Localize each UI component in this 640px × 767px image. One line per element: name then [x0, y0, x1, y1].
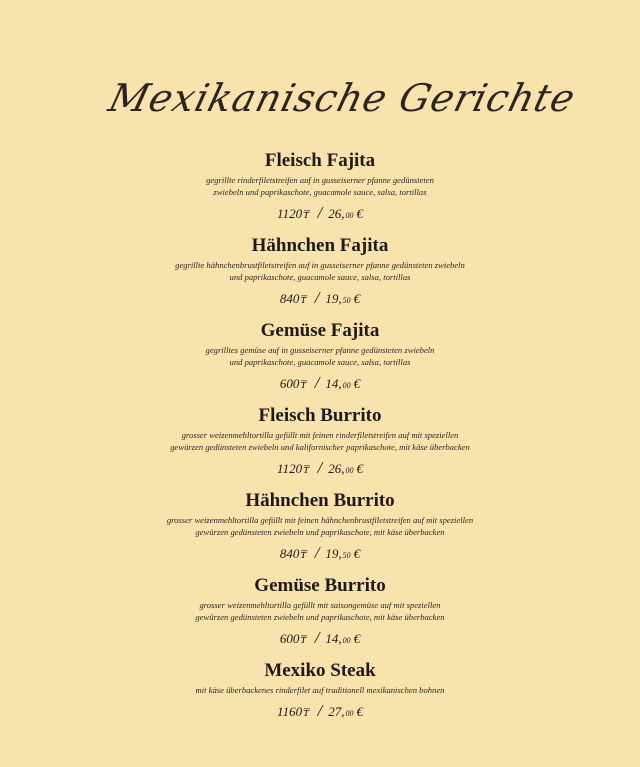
description-line: grosser weizenmehltortilla gefüllt mit feinen hähnchenbrustfiletstreifen auf mit speziellen: [166, 515, 474, 525]
dish-description: [0, 344, 640, 368]
price-separator: /: [317, 203, 323, 222]
euro-currency-sign: €: [356, 704, 363, 719]
price-euro-cents: 00: [345, 709, 354, 718]
menu-list: [0, 150, 640, 745]
price-euro: 26,: [328, 461, 345, 476]
price-euro-cents: 50: [342, 551, 351, 560]
dish-price: [0, 628, 640, 648]
euro-currency-sign: €: [356, 206, 363, 221]
price-separator: /: [314, 288, 320, 307]
price-separator: /: [314, 628, 320, 647]
description-line: zwiebeln und paprikaschote, guacamole sauce, salsa, tortillas: [213, 187, 427, 197]
description-line: gegrillte hähnchenbrustfiletstreifen auf in gusseiserner pfanne gedünsteten zwiebeln: [175, 260, 465, 270]
euro-currency-sign: €: [353, 291, 361, 306]
description-line: grosser weizenmehltortilla gefüllt mit saisongemüse auf mit speziellen: [199, 600, 441, 610]
description-line: mit käse überbackenes rinderfilet auf traditionell mexikanischen bohnen: [195, 685, 445, 695]
menu-item: [0, 490, 640, 575]
dish-description: [0, 429, 640, 453]
dish-name: Fleisch Burrito: [258, 405, 382, 426]
menu-item: [0, 320, 640, 405]
tenge-currency-sign: ₸: [300, 635, 307, 646]
price-euro-cents: 50: [342, 296, 351, 305]
dish-description: [0, 599, 640, 623]
dish-name: Hähnchen Burrito: [245, 490, 395, 511]
menu-item: [0, 660, 640, 745]
price-tenge: 840: [279, 291, 300, 306]
menu-item: [0, 150, 640, 235]
tenge-currency-sign: ₸: [303, 210, 310, 221]
price-euro: 14,: [325, 376, 342, 391]
price-tenge: 600: [279, 631, 300, 646]
price-separator: /: [314, 373, 320, 392]
dish-name: Hähnchen Fajita: [251, 235, 389, 256]
price-separator: /: [317, 458, 323, 477]
dish-price: [0, 543, 640, 563]
tenge-currency-sign: ₸: [300, 380, 307, 391]
description-line: gegrillte rinderfiletstreifen auf in gusseiserner pfanne gedünsteten: [206, 175, 434, 185]
menu-item: [0, 405, 640, 490]
dish-price: [0, 288, 640, 308]
price-euro: 19,: [325, 291, 342, 306]
price-euro: 14,: [325, 631, 342, 646]
description-line: gegrilltes gemüse auf in gusseiserner pfanne gedünsteten zwiebeln: [205, 345, 435, 355]
description-line: grosser weizenmehltortilla gefüllt mit feinen rinderfiletstreifen auf mit speziellen: [181, 430, 459, 440]
description-line: gewürzen gedünsteten zwiebeln und paprikaschote, mit käse überbacken: [195, 612, 445, 622]
price-tenge: 1160: [277, 704, 303, 719]
euro-currency-sign: €: [353, 546, 361, 561]
dish-description: [0, 259, 640, 283]
tenge-currency-sign: ₸: [303, 465, 310, 476]
dish-name: Gemüse Burrito: [254, 575, 386, 596]
dish-description: [0, 684, 640, 696]
price-euro: 19,: [325, 546, 342, 561]
description-line: gewürzen gedünsteten zwiebeln und paprikaschote, mit käse überbacken: [195, 527, 445, 537]
euro-currency-sign: €: [353, 376, 361, 391]
dish-description: [0, 514, 640, 538]
menu-title: Mexikanische Gerichte: [104, 76, 581, 120]
dish-name: Mexiko Steak: [264, 660, 376, 681]
euro-currency-sign: €: [353, 631, 361, 646]
price-separator: /: [314, 543, 320, 562]
price-euro: 26,: [328, 206, 345, 221]
dish-name: Fleisch Fajita: [264, 150, 376, 171]
euro-currency-sign: €: [356, 461, 363, 476]
description-line: gewürzen gedünsteten zwiebeln und kalifornischer paprikaschote, mit käse überbacken: [170, 442, 470, 452]
menu-item: [0, 575, 640, 660]
dish-price: [0, 373, 640, 393]
price-euro-cents: 00: [345, 211, 354, 220]
dish-price: [0, 458, 640, 478]
price-tenge: 600: [279, 376, 300, 391]
tenge-currency-sign: ₸: [303, 708, 310, 719]
price-tenge: 1120: [277, 461, 303, 476]
tenge-currency-sign: ₸: [300, 295, 307, 306]
dish-price: [0, 701, 640, 721]
price-euro: 27,: [328, 704, 345, 719]
price-tenge: 840: [279, 546, 300, 561]
menu-item: [0, 235, 640, 320]
price-tenge: 1120: [277, 206, 303, 221]
dish-price: [0, 203, 640, 223]
description-line: und paprikaschote, guacamole sauce, salsa, tortillas: [229, 357, 411, 367]
dish-description: [0, 174, 640, 198]
price-euro-cents: 00: [342, 381, 351, 390]
tenge-currency-sign: ₸: [300, 550, 307, 561]
dish-name: Gemüse Fajita: [260, 320, 380, 341]
price-euro-cents: 00: [345, 466, 354, 475]
price-euro-cents: 00: [342, 636, 351, 645]
description-line: und paprikaschote, guacamole sauce, salsa, tortillas: [229, 272, 411, 282]
price-separator: /: [317, 701, 323, 720]
